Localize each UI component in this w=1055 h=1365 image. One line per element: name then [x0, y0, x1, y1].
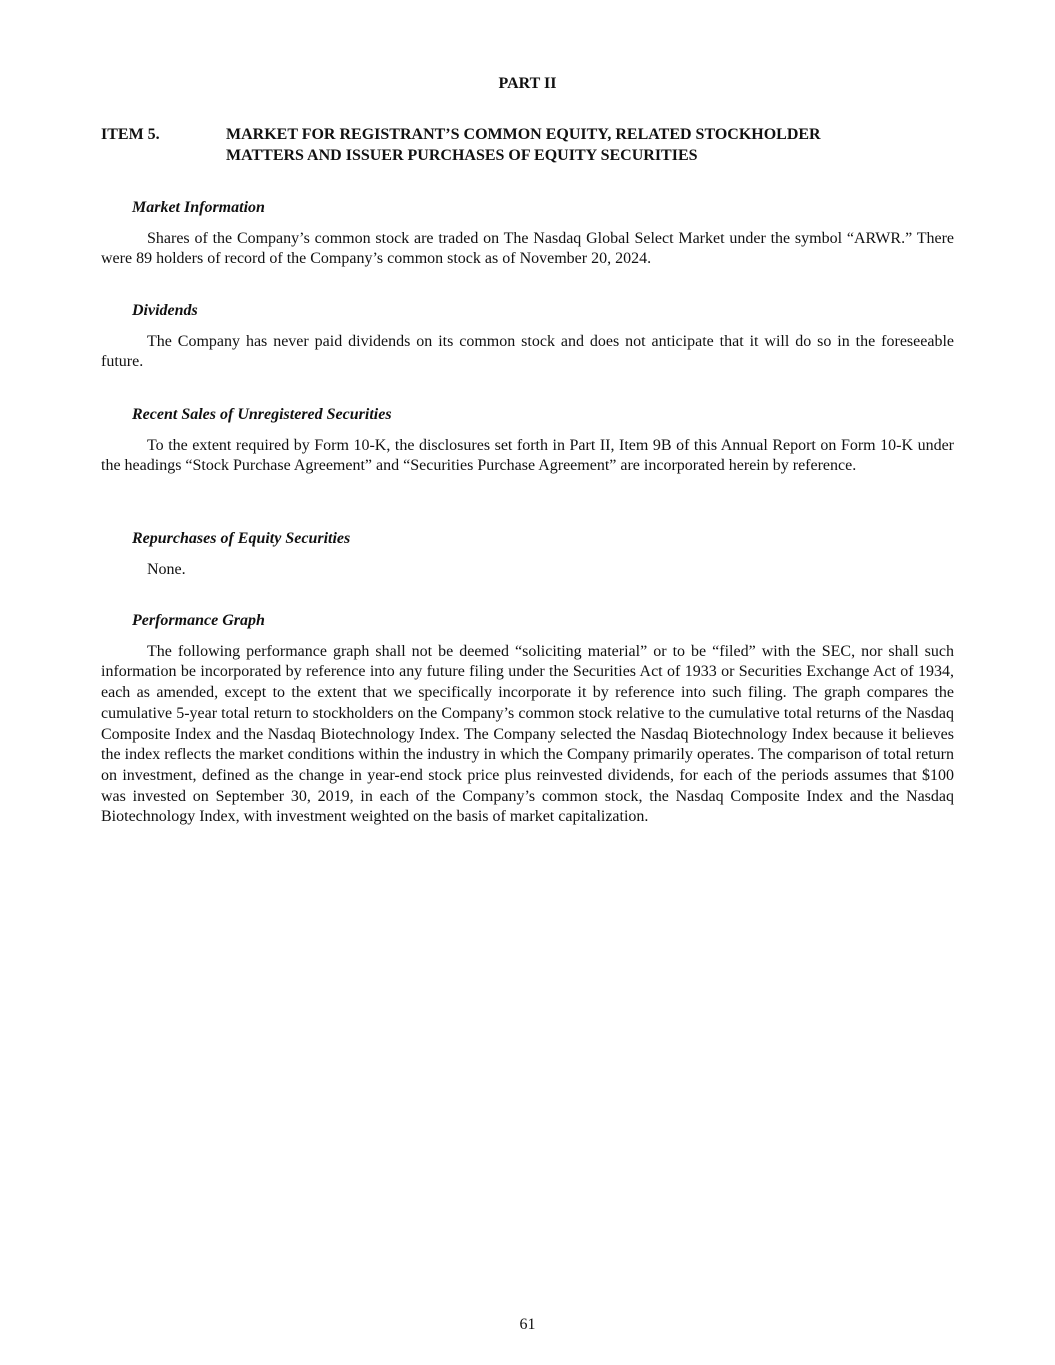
item-title-line-2: MATTERS AND ISSUER PURCHASES OF EQUITY SECURITIES — [226, 146, 698, 164]
section-heading-market-information: Market Information — [132, 199, 265, 216]
paragraph-repurchases: None. — [147, 560, 186, 578]
paragraph-dividends: The Company has never paid dividends on its common stock and does not anticipate that it will do so in the foreseeable future. — [101, 332, 954, 371]
page-number: 61 — [519, 1316, 536, 1333]
section-market-information — [101, 198, 954, 270]
section-performance-graph — [101, 611, 954, 828]
section-heading-dividends: Dividends — [132, 302, 198, 319]
document-page — [101, 0, 954, 1365]
section-recent-sales — [101, 405, 954, 477]
paragraph-market-information: Shares of the Company’s common stock are traded on The Nasdaq Global Select Market under the symbol “ARWR.” There were 89 holders of record of the Company’s common stock as of November 20, 2024. — [101, 229, 954, 268]
section-heading-recent-sales: Recent Sales of Unregistered Securities — [132, 406, 392, 423]
paragraph-recent-sales: To the extent required by Form 10-K, the disclosures set forth in Part II, Item 9B of this Annual Report on Form 10-K under the headings “Stock Purchase Agreement” and “Securities Purchase Agreement” are incorporated herein by reference. — [101, 436, 954, 475]
section-heading-performance-graph: Performance Graph — [132, 612, 265, 629]
section-dividends — [101, 301, 954, 373]
item-title — [226, 125, 954, 166]
item-number: ITEM 5. — [101, 126, 160, 143]
section-heading-repurchases: Repurchases of Equity Securities — [132, 530, 351, 547]
paragraph-performance-graph: The following performance graph shall not be deemed “soliciting material” or to be “filed” with the SEC, nor shall such information be incorporated by reference into any future filing under the Securities Act of 1933 or Securities Exchange Act of 1934, each as amended, except to the extent that we specifically incorporate it by reference into such filing. The graph compares the cumulative 5-year total return to stockholders on the Company’s common stock relative to the cumulative total returns of the Nasdaq Composite Index and the Nasdaq Biotechnology Index. The Company selected the Nasdaq Biotechnology Index because it believes the index reflects the market conditions within the industry in which the Company primarily operates. The comparison of total return on investment, defined as the change in year-end stock price plus reinvested dividends, for each of the periods assumes that $100 was invested on September 30, 2019, in each of the Company’s common stock, the Nasdaq Composite Index and the Nasdaq Biotechnology Index, with investment weighted on the basis of market capitalization. — [101, 642, 954, 826]
section-repurchases — [101, 529, 954, 580]
part-heading: PART II — [498, 75, 557, 92]
item-title-line-1: MARKET FOR REGISTRANT’S COMMON EQUITY, RELATED STOCKHOLDER — [226, 126, 821, 143]
